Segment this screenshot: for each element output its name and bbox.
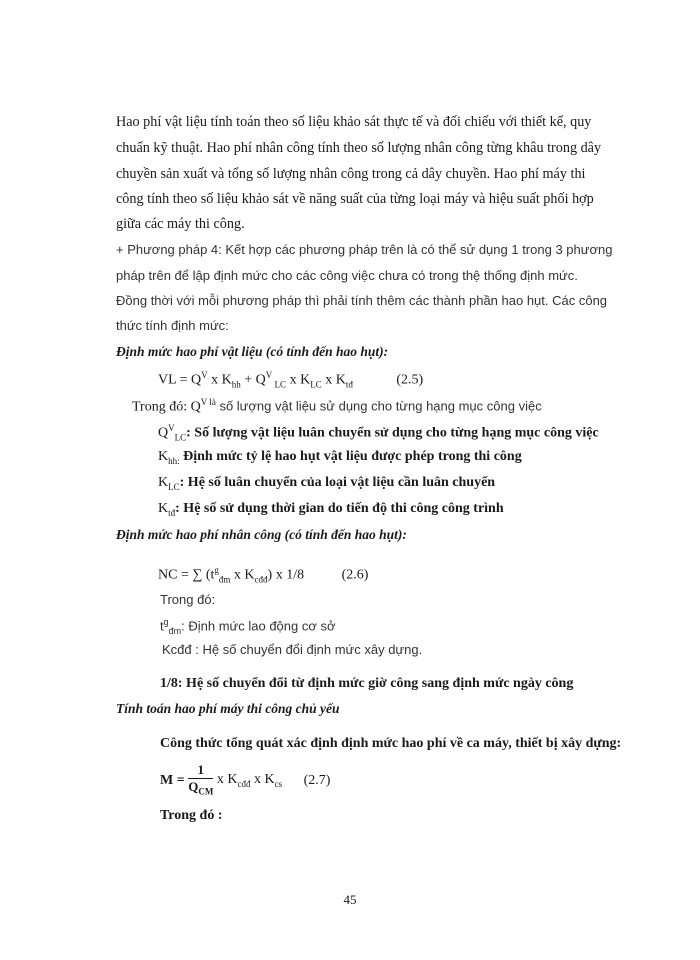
equation-number: (2.7) [303,772,331,788]
paragraph-line: Đồng thời với mỗi phương pháp thì phải tính thêm các thành phần hao hụt. Các công [116,293,608,308]
section-heading-labor: Định mức hao phí nhân công (có tính đến hao hụt): [116,527,407,542]
where-material: Trong đó: $Q^{V là}$ số lượng vật liệu sử dụng cho từng hạng mục công việc [132,397,542,415]
labor-where: Trong đó: [160,592,216,607]
equation-number: (2.6) [341,567,369,583]
paragraph-line: pháp trên để lập định mức cho các công việc chưa có trong thệ thống định mức. [116,268,578,283]
definition-kcdd: Kcđđ : Hệ số chuyển đổi định mức xây dựng. [162,642,423,657]
section-heading-material: Định mức hao phí vật liệu (có tính đến hao hụt): [116,344,389,359]
formula-nc: NC = ∑ ($t^g_{đm}$ x $K_{cđđ}$) x 1/8 (2.6) [158,565,369,585]
section-heading-machine: Tính toán hao phí máy thi công chủ yếu [116,701,340,716]
definition-qlc: $Q^V_{LC}$: Số lượng vật liệu luân chuyển sử dụng cho từng hạng mục công việc [158,423,599,443]
formula-m: M = $\frac{1}{Q_{CM}}$ x $K_{cđđ}$ x $K_{cs}$ (2.7) [160,762,330,800]
definition-klc: $K_{LC}$: Hệ số luân chuyển của loại vật liệu cần luân chuyển [158,475,496,492]
paragraph-line: công tính theo số liệu khảo sát về năng suất của từng loại máy và hiệu suất phối hợp [116,191,594,207]
definition-khh: $K_{hh:}$ Định mức tỷ lệ hao hụt vật liệu được phép trong thi công [158,449,522,466]
page-number: 45 [343,892,357,907]
paragraph-line: chuyền sản xuất và tổng số lượng nhân công trong cả dây chuyền. Hao phí máy thi [116,166,586,182]
equation-number: (2.5) [396,372,424,388]
paragraph-line: chuẩn kỹ thuật. Hao phí nhân công tính theo số lượng nhân công từng khâu trong dây [116,140,602,156]
definition-one-eighth: 1/8: Hệ số chuyển đổi từ định mức giờ công sang định mức ngày công [160,676,574,691]
machine-general-formula-text: Công thức tổng quát xác định định mức hao phí về ca máy, thiết bị xây dựng: [160,736,622,751]
definition-tgdm: $t^g_{đm}$: Định mức lao động cơ sở [160,617,336,636]
paragraph-line: Hao phí vật liệu tính toán theo số liệu khảo sát thực tế và đối chiếu với thiết kế, quy [116,114,592,130]
definition-ktd: $K_{tđ}$: Hệ số sử dụng thời gian do tiến độ thi công công trình [158,501,504,518]
fraction: $\frac{1}{Q_{CM}}$ [188,762,214,797]
paragraph-line: thức tính định mức: [116,318,229,333]
paragraph-line: giữa các máy thi công. [116,216,245,232]
machine-where: Trong đó : [160,808,223,823]
paragraph-line: + Phương pháp 4: Kết hợp các phương pháp trên là có thể sử dụng 1 trong 3 phương [116,242,613,257]
formula-vl: VL = $Q^V$ x $K_{hh} + Q^V$ $_{LC}$ x $K_{LC}$ x $K_{tđ}$ (2.5) [158,370,424,390]
